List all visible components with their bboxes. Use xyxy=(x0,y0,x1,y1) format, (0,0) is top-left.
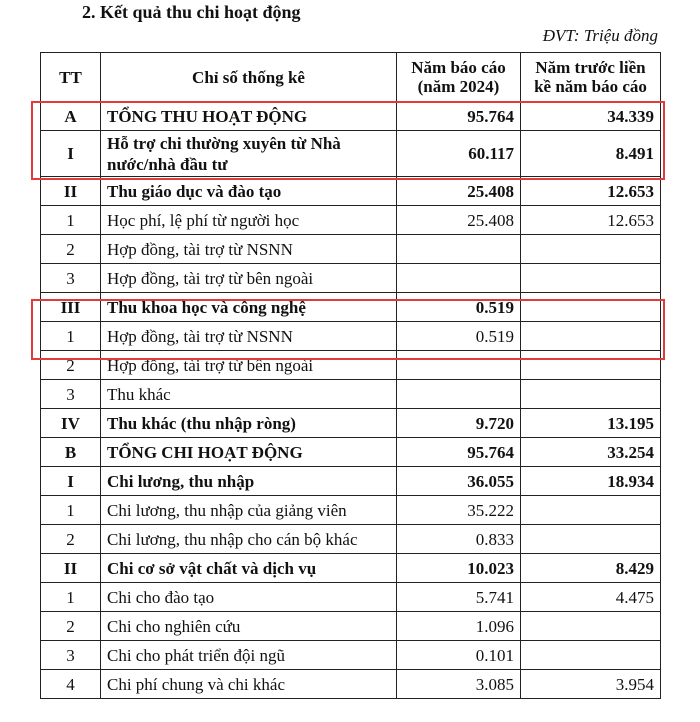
column-header-previous-year: Năm trước liền kề năm báo cáo xyxy=(521,53,661,102)
row-indicator-cell: Hợp đồng, tài trợ từ NSNN xyxy=(101,322,397,351)
row-tt-cell: 1 xyxy=(41,206,101,235)
row-current-year-cell xyxy=(397,380,521,409)
table-row xyxy=(41,351,661,380)
row-tt-cell: I xyxy=(41,131,101,177)
table-row xyxy=(41,525,661,554)
row-indicator-cell: Chi cho nghiên cứu xyxy=(101,612,397,641)
row-previous-year-cell: 8.491 xyxy=(521,131,661,177)
row-tt-cell: 3 xyxy=(41,380,101,409)
row-current-year-cell: 0.101 xyxy=(397,641,521,670)
table-row xyxy=(41,131,661,177)
row-tt-cell: A xyxy=(41,102,101,131)
row-previous-year-cell xyxy=(521,351,661,380)
table-row xyxy=(41,438,661,467)
table-row xyxy=(41,293,661,322)
row-previous-year-cell xyxy=(521,380,661,409)
column-header-current-year: Năm báo cáo (năm 2024) xyxy=(397,53,521,102)
row-previous-year-cell: 12.653 xyxy=(521,177,661,206)
row-tt-cell: II xyxy=(41,554,101,583)
row-indicator-cell: Thu giáo dục và đào tạo xyxy=(101,177,397,206)
row-tt-cell: 3 xyxy=(41,264,101,293)
row-tt-cell: 2 xyxy=(41,612,101,641)
row-previous-year-cell: 33.254 xyxy=(521,438,661,467)
table-row xyxy=(41,264,661,293)
row-indicator-cell: Thu khác (thu nhập ròng) xyxy=(101,409,397,438)
unit-note: ĐVT: Triệu đồng xyxy=(542,26,658,45)
row-previous-year-cell: 12.653 xyxy=(521,206,661,235)
row-current-year-cell: 5.741 xyxy=(397,583,521,612)
report-table xyxy=(40,52,661,699)
row-tt-cell: IV xyxy=(41,409,101,438)
row-indicator-cell: Thu khoa học và công nghệ xyxy=(101,293,397,322)
row-tt-cell: 1 xyxy=(41,583,101,612)
table-row xyxy=(41,206,661,235)
row-indicator-cell: Chi lương, thu nhập xyxy=(101,467,397,496)
row-indicator-cell: Chi phí chung và chi khác xyxy=(101,670,397,699)
column-header-indicator: Chỉ số thống kê xyxy=(101,53,397,102)
table-row xyxy=(41,409,661,438)
row-tt-cell: 2 xyxy=(41,351,101,380)
row-current-year-cell: 10.023 xyxy=(397,554,521,583)
row-current-year-cell: 0.519 xyxy=(397,322,521,351)
row-current-year-cell: 25.408 xyxy=(397,177,521,206)
row-tt-cell: 3 xyxy=(41,641,101,670)
table-row xyxy=(41,641,661,670)
row-current-year-cell: 95.764 xyxy=(397,102,521,131)
row-current-year-cell: 3.085 xyxy=(397,670,521,699)
row-current-year-cell: 35.222 xyxy=(397,496,521,525)
table-row xyxy=(41,496,661,525)
row-tt-cell: 1 xyxy=(41,322,101,351)
row-indicator-cell: Hợp đồng, tài trợ từ bên ngoài xyxy=(101,351,397,380)
row-current-year-cell: 95.764 xyxy=(397,438,521,467)
row-current-year-cell: 0.519 xyxy=(397,293,521,322)
row-tt-cell: II xyxy=(41,177,101,206)
row-indicator-cell: Thu khác xyxy=(101,380,397,409)
row-current-year-cell xyxy=(397,264,521,293)
row-previous-year-cell xyxy=(521,235,661,264)
section-title: 2. Kết quả thu chi hoạt động xyxy=(82,2,301,22)
row-previous-year-cell xyxy=(521,525,661,554)
row-tt-cell: 4 xyxy=(41,670,101,699)
row-current-year-cell: 0.833 xyxy=(397,525,521,554)
row-previous-year-cell: 8.429 xyxy=(521,554,661,583)
row-previous-year-cell: 13.195 xyxy=(521,409,661,438)
table-row xyxy=(41,583,661,612)
table-row xyxy=(41,322,661,351)
row-tt-cell: B xyxy=(41,438,101,467)
table-row xyxy=(41,177,661,206)
row-previous-year-cell xyxy=(521,612,661,641)
row-previous-year-cell xyxy=(521,293,661,322)
row-current-year-cell: 9.720 xyxy=(397,409,521,438)
row-previous-year-cell xyxy=(521,322,661,351)
row-previous-year-cell: 18.934 xyxy=(521,467,661,496)
row-current-year-cell: 25.408 xyxy=(397,206,521,235)
row-previous-year-cell xyxy=(521,641,661,670)
row-indicator-cell: Hợp đồng, tài trợ từ bên ngoài xyxy=(101,264,397,293)
row-indicator-cell: Học phí, lệ phí từ người học xyxy=(101,206,397,235)
row-current-year-cell: 36.055 xyxy=(397,467,521,496)
table-row xyxy=(41,554,661,583)
row-indicator-cell: Chi cơ sở vật chất và dịch vụ xyxy=(101,554,397,583)
row-indicator-cell: Chi lương, thu nhập của giảng viên xyxy=(101,496,397,525)
table-header-row xyxy=(41,53,661,102)
row-tt-cell: I xyxy=(41,467,101,496)
row-indicator-cell: Hợp đồng, tài trợ từ NSNN xyxy=(101,235,397,264)
table-row xyxy=(41,670,661,699)
table-row xyxy=(41,467,661,496)
table-row xyxy=(41,102,661,131)
row-previous-year-cell: 4.475 xyxy=(521,583,661,612)
table-row xyxy=(41,235,661,264)
row-current-year-cell: 60.117 xyxy=(397,131,521,177)
row-indicator-cell: Hỗ trợ chi thường xuyên từ Nhà nước/nhà đầu tư xyxy=(101,131,397,177)
row-tt-cell: III xyxy=(41,293,101,322)
row-indicator-cell: TỔNG CHI HOẠT ĐỘNG xyxy=(101,438,397,467)
row-previous-year-cell xyxy=(521,264,661,293)
row-tt-cell: 1 xyxy=(41,496,101,525)
row-previous-year-cell: 34.339 xyxy=(521,102,661,131)
row-indicator-cell: Chi cho đào tạo xyxy=(101,583,397,612)
row-indicator-cell: TỔNG THU HOẠT ĐỘNG xyxy=(101,102,397,131)
table-row xyxy=(41,612,661,641)
row-tt-cell: 2 xyxy=(41,525,101,554)
row-tt-cell: 2 xyxy=(41,235,101,264)
row-current-year-cell: 1.096 xyxy=(397,612,521,641)
row-indicator-cell: Chi lương, thu nhập cho cán bộ khác xyxy=(101,525,397,554)
row-current-year-cell xyxy=(397,235,521,264)
table-row xyxy=(41,380,661,409)
row-indicator-cell: Chi cho phát triển đội ngũ xyxy=(101,641,397,670)
table-body xyxy=(41,102,661,699)
row-previous-year-cell xyxy=(521,496,661,525)
column-header-tt: TT xyxy=(41,53,101,102)
row-previous-year-cell: 3.954 xyxy=(521,670,661,699)
row-current-year-cell xyxy=(397,351,521,380)
